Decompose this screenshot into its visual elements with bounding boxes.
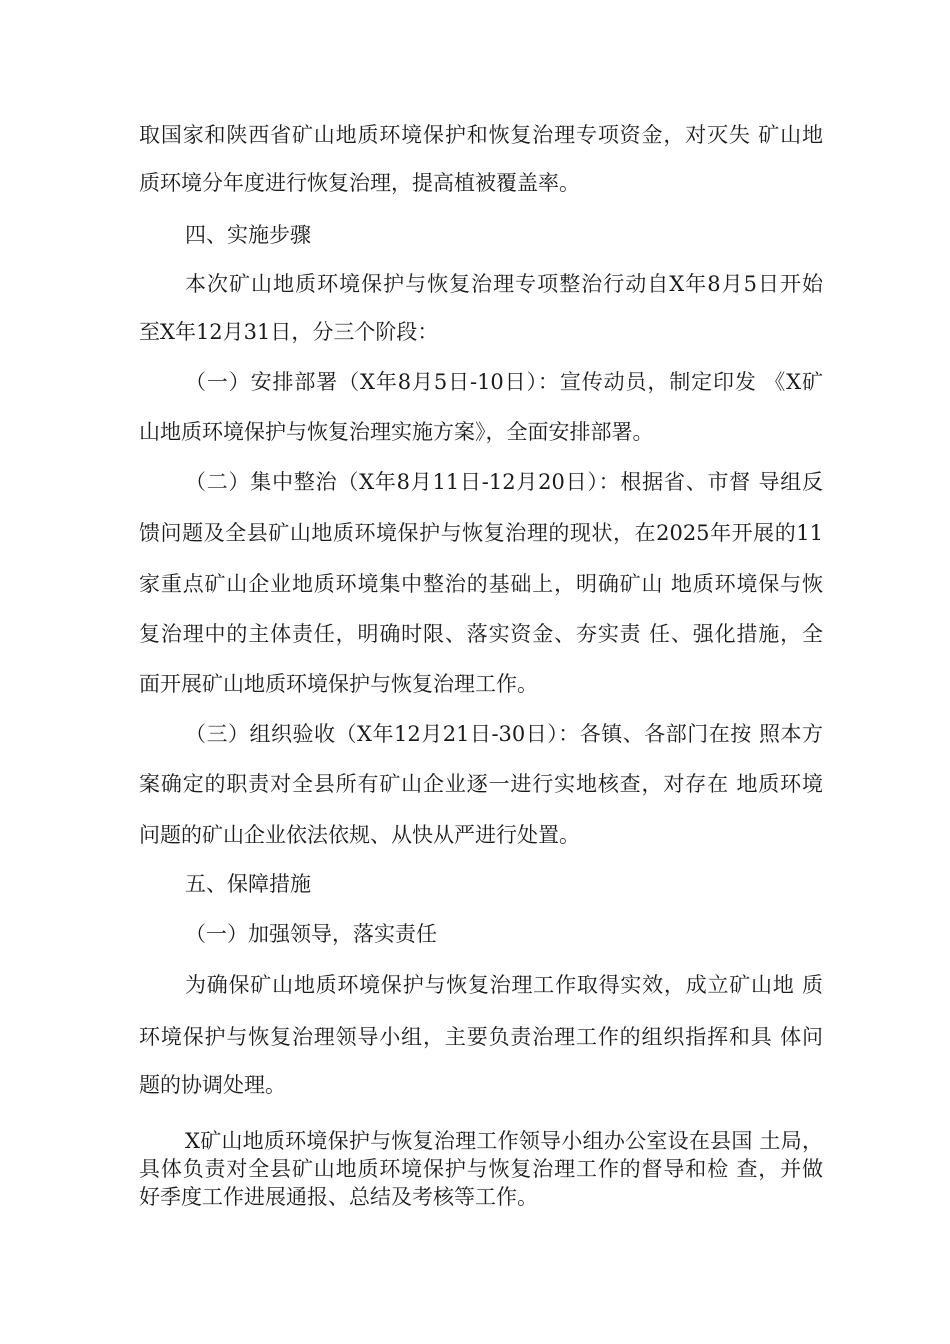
section-heading: 五、保障措施 bbox=[185, 872, 311, 896]
text-line: （二）集中整治（X年8月11日-12月20日）：根据省、市督 导组反 bbox=[185, 470, 823, 494]
text-line: 具体负责对全县矿山地质环境保护与恢复治理工作的督导和检 查，并做 bbox=[139, 1157, 823, 1181]
text-line: X矿山地质环境保护与恢复治理工作领导小组办公室设在县国 土局， bbox=[185, 1129, 823, 1153]
text-line: 好季度工作进展通报、总结及考核等工作。 bbox=[139, 1185, 538, 1209]
text-line: 复治理中的主体责任，明确时限、落实资金、夯实责 任、强化措施，全 bbox=[139, 622, 823, 646]
text-line: 山地质环境保护与恢复治理实施方案》，全面安排部署。 bbox=[139, 420, 654, 444]
text-line: 为确保矿山地质环境保护与恢复治理工作取得实效，成立矿山地 质 bbox=[185, 973, 823, 997]
text-line: 题的协调处理。 bbox=[139, 1073, 286, 1097]
text-line: 馈问题及全县矿山地质环境保护与恢复治理的现状，在2025年开展的11 bbox=[139, 521, 823, 545]
text-line: 家重点矿山企业地质环境集中整治的基础上，明确矿山 地质环境保与恢 bbox=[139, 572, 823, 596]
text-line: 至X年12月31日，分三个阶段： bbox=[139, 320, 439, 344]
subsection-heading: （一）加强领导，落实责任 bbox=[185, 922, 437, 946]
text-line: 问题的矿山企业依法依规、从快从严进行处置。 bbox=[139, 823, 580, 847]
text-line: （一）安排部署（X年8月5日-10日）：宣传动员，制定印发 《X矿 bbox=[185, 370, 823, 394]
section-heading: 四、实施步骤 bbox=[185, 223, 311, 247]
text-line: 环境保护与恢复治理领导小组，主要负责治理工作的组织指挥和具 体问 bbox=[139, 1025, 823, 1049]
text-line: 面开展矿山地质环境保护与恢复治理工作。 bbox=[139, 672, 538, 696]
text-line: 取国家和陕西省矿山地质环境保护和恢复治理专项资金，对灭失 矿山地 bbox=[139, 123, 823, 147]
text-line: 本次矿山地质环境保护与恢复治理专项整治行动自X年8月5日开始 bbox=[185, 272, 823, 296]
text-line: 案确定的职责对全县所有矿山企业逐一进行实地核查，对存在 地质环境 bbox=[139, 772, 823, 796]
text-line: （三）组织验收（X年12月21日-30日）：各镇、各部门在按 照本方 bbox=[185, 722, 823, 746]
text-line: 质环境分年度进行恢复治理，提高植被覆盖率。 bbox=[139, 171, 580, 195]
